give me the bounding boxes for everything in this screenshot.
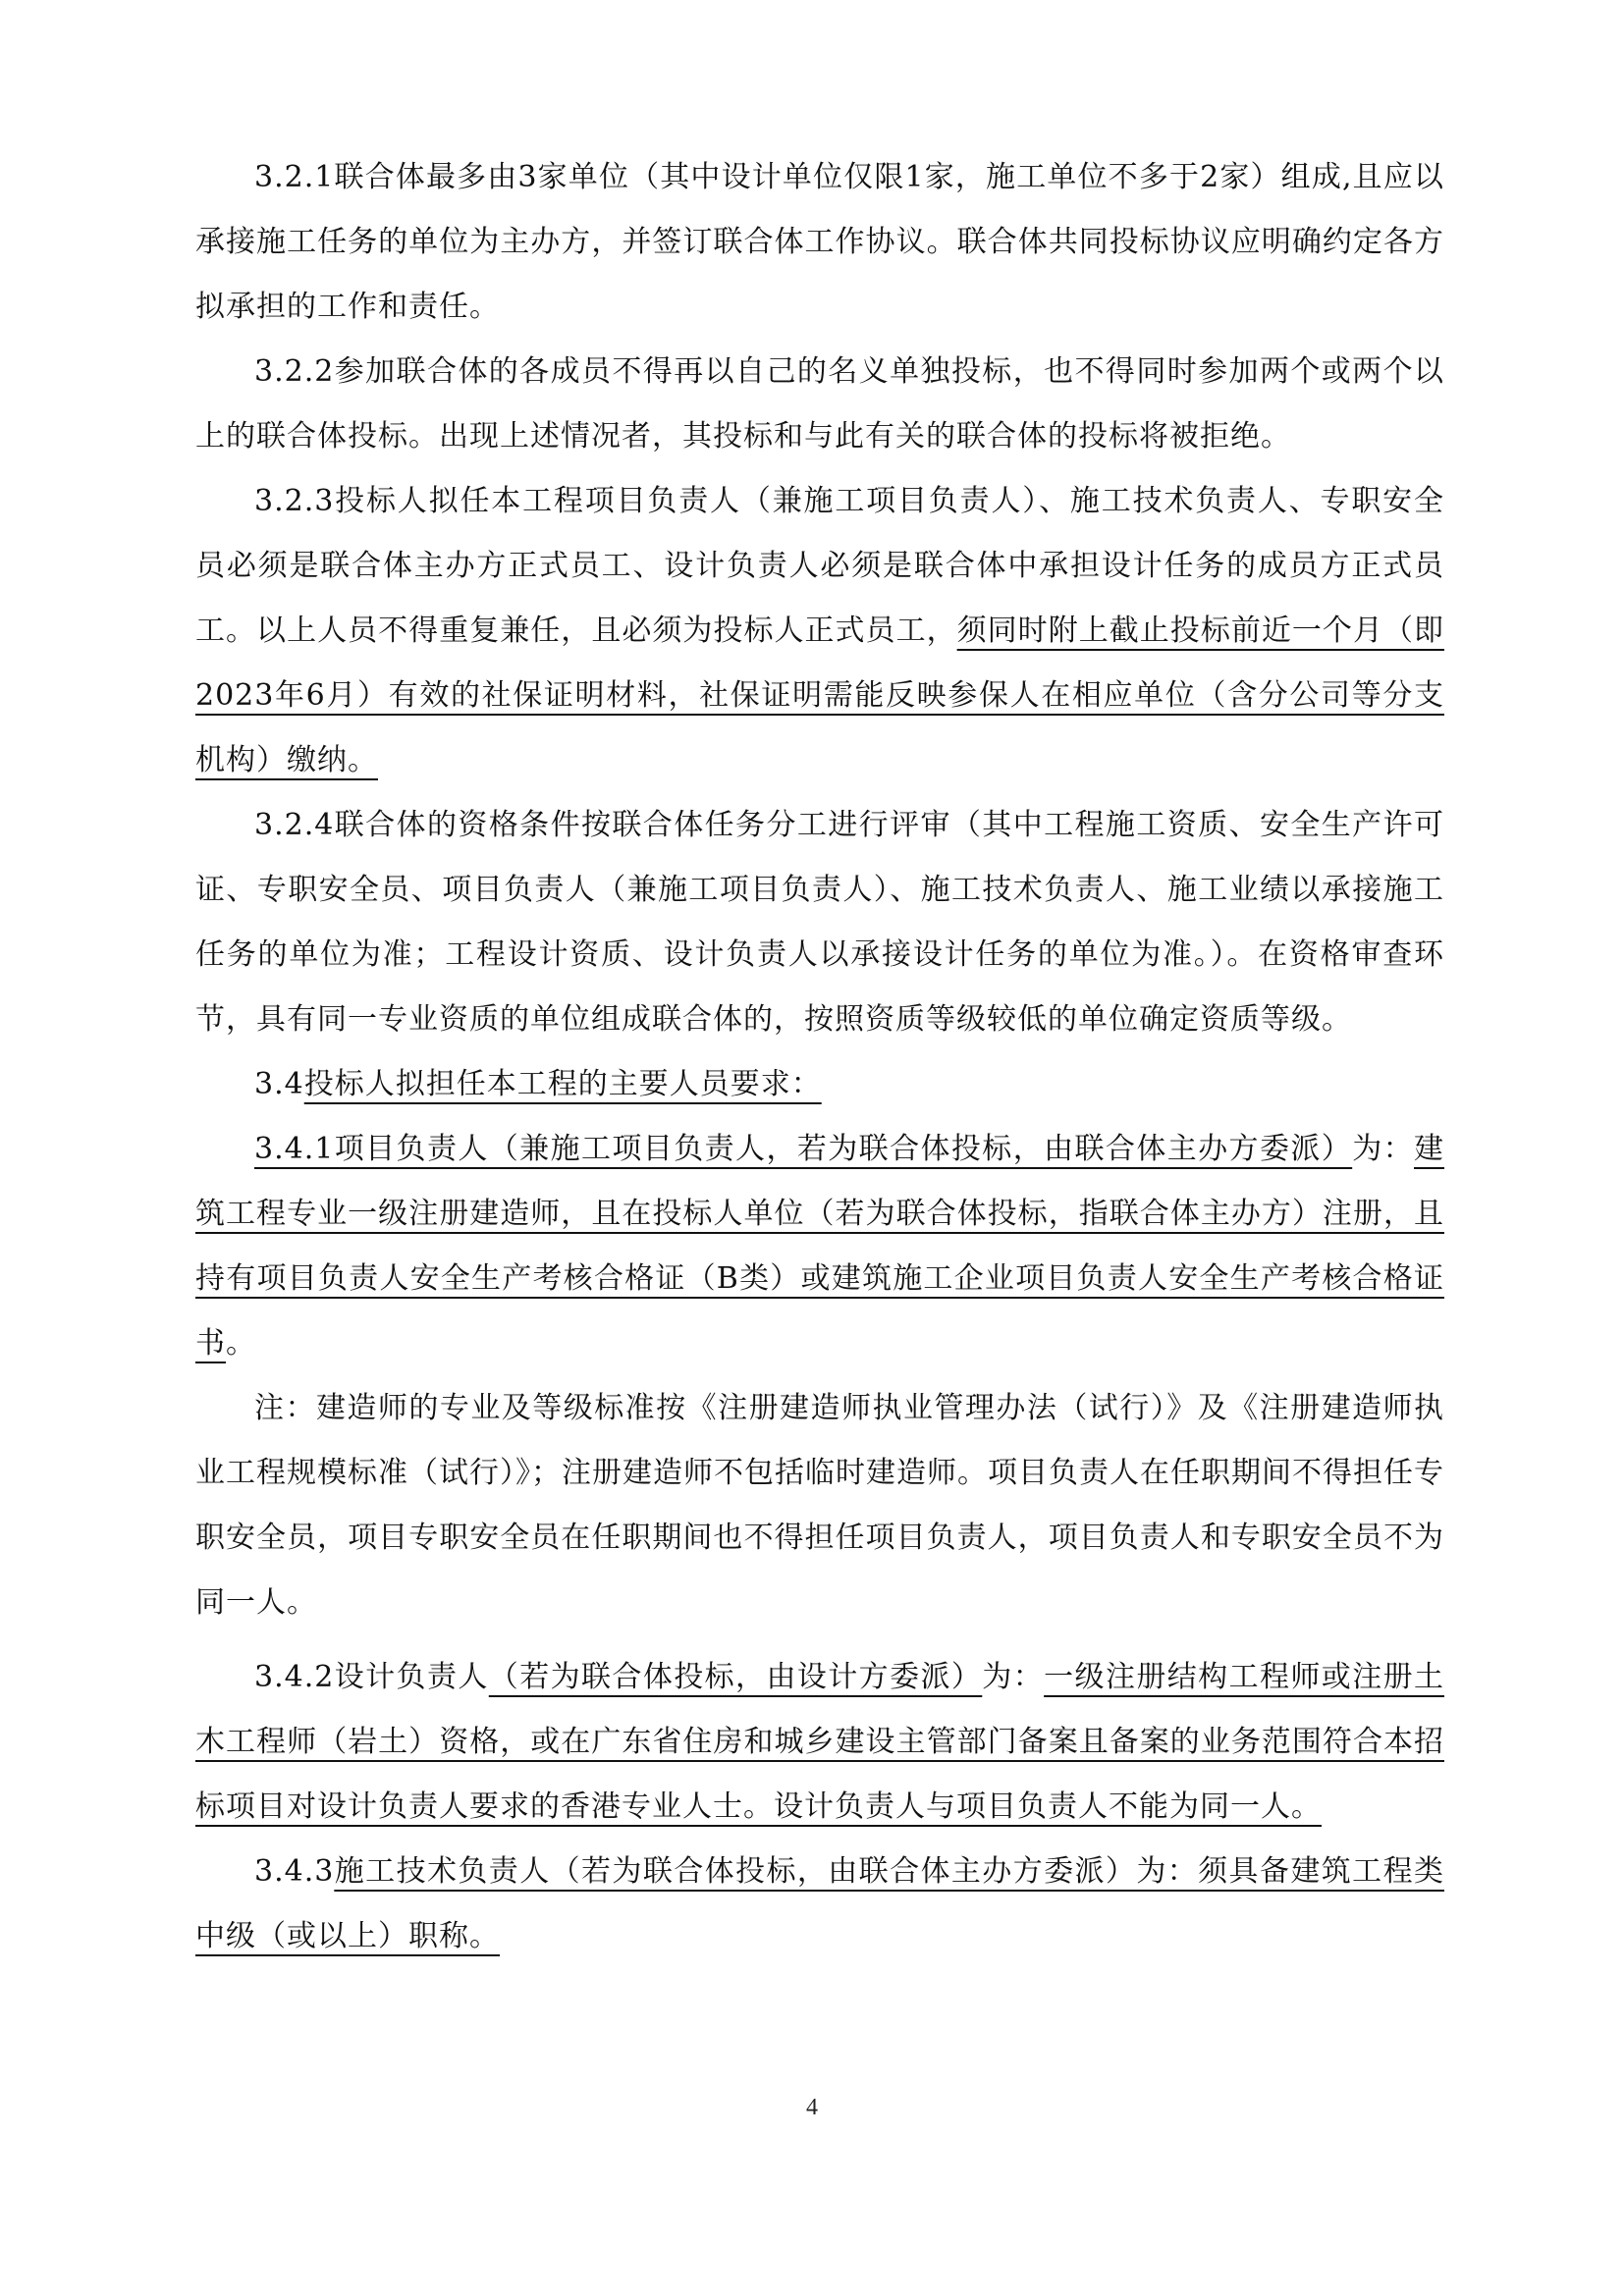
paragraph-text: 3.2.4联合体的资格条件按联合体任务分工进行评审（其中工程施工资质、安全生产许可证、专职安全员、项目负责人（兼施工项目负责人）、施工技术负责人、施工业绩以承接施工任务的单位为准；工程设计资质、设计负责人以承接设计任务的单位为准。）。在资格审查环节，具有同一专业资质的单位组成联合体的，按照资质等级较低的单位确定资质等级。 (195, 808, 1444, 1037)
underlined-text: 施工技术负责人（若为联合体投标，由联合体主办方委派）为：须具备建筑工程类中级（或以上）职称。 (195, 1854, 1444, 1953)
underlined-text: 投标人拟担任本工程的主要人员要求： (303, 1067, 822, 1101)
underlined-text: 须同时附上截止投标前近一个月（即2023年6月）有效的社保证明材料，社保证明需能反映参保人在相应单位（含分公司等分支机构）缴纳。 (195, 614, 1444, 777)
paragraph-3-2-4 (195, 793, 1444, 1052)
paragraph-3-4-1 (195, 1117, 1444, 1376)
paragraph-3-2-2 (195, 340, 1444, 469)
paragraph-text: 3.2.1联合体最多由3家单位（其中设计单位仅限1家，施工单位不多于2家）组成,且应以承接施工任务的单位为主办方，并签订联合体工作协议。联合体共同投标协议应明确约定各方拟承担的工作和责任。 (195, 160, 1444, 324)
paragraph-text: 3.2.2参加联合体的各成员不得再以自己的名义单独投标，也不得同时参加两个或两个以上的联合体投标。出现上述情况者，其投标和与此有关的联合体的投标将被拒绝。 (195, 354, 1444, 454)
underlined-text: （若为联合体投标，由设计方委派） (488, 1660, 983, 1694)
page-number: 4 (806, 2095, 818, 2120)
paragraph-3-2-3 (195, 469, 1444, 793)
paragraph-text: 3.2.3投标人拟任本工程项目负责人（兼施工项目负责人）、施工技术负责人、专职安全员必须是联合体主办方正式员工、设计负责人必须是联合体中承担设计任务的成员方正式员工。以上人员不得重复兼任，且必须为投标人正式员工， (195, 484, 1444, 648)
underlined-text: 建筑工程专业一级注册建造师，且在投标人单位（若为联合体投标，指联合体主办方）注册，且持有项目负责人安全生产考核合格证（B类）或建筑施工企业项目负责人安全生产考核合格证书 (195, 1132, 1445, 1361)
underlined-text: 3.4.1项目负责人（兼施工项目负责人，若为联合体投标，由联合体主办方委派） (254, 1132, 1353, 1166)
section-number: 3.4 (254, 1067, 304, 1101)
paragraph-3-4-2 (195, 1645, 1444, 1840)
paragraph-text: 注：建造师的专业及等级标准按《注册建造师执业管理办法（试行）》及《注册建造师执业工程规模标准（试行）》；注册建造师不包括临时建造师。项目负责人在任职期间不得担任专职安全员，项目专职安全员在任职期间也不得担任项目负责人，项目负责人和专职安全员不为同一人。 (195, 1391, 1444, 1620)
paragraph-3-4-3 (195, 1840, 1444, 1969)
paragraph-3-2-1 (195, 145, 1444, 340)
paragraph-text: 3.4.2设计负责人 (254, 1660, 489, 1694)
paragraph-note (195, 1376, 1444, 1635)
paragraph-text: 为： (982, 1660, 1045, 1694)
paragraph-text: 为： (1352, 1132, 1415, 1166)
paragraph-3-4 (195, 1052, 1444, 1117)
underlined-text: 一级注册结构工程师或注册土木工程师（岩土）资格，或在广东省住房和城乡建设主管部门备案且备案的业务范围符合本招标项目对设计负责人要求的香港专业人士。设计负责人与项目负责人不能为同一人。 (195, 1660, 1445, 1824)
paragraph-text: 。 (226, 1326, 256, 1361)
document-body (195, 145, 1444, 1969)
section-number: 3.4.3 (254, 1854, 335, 1889)
